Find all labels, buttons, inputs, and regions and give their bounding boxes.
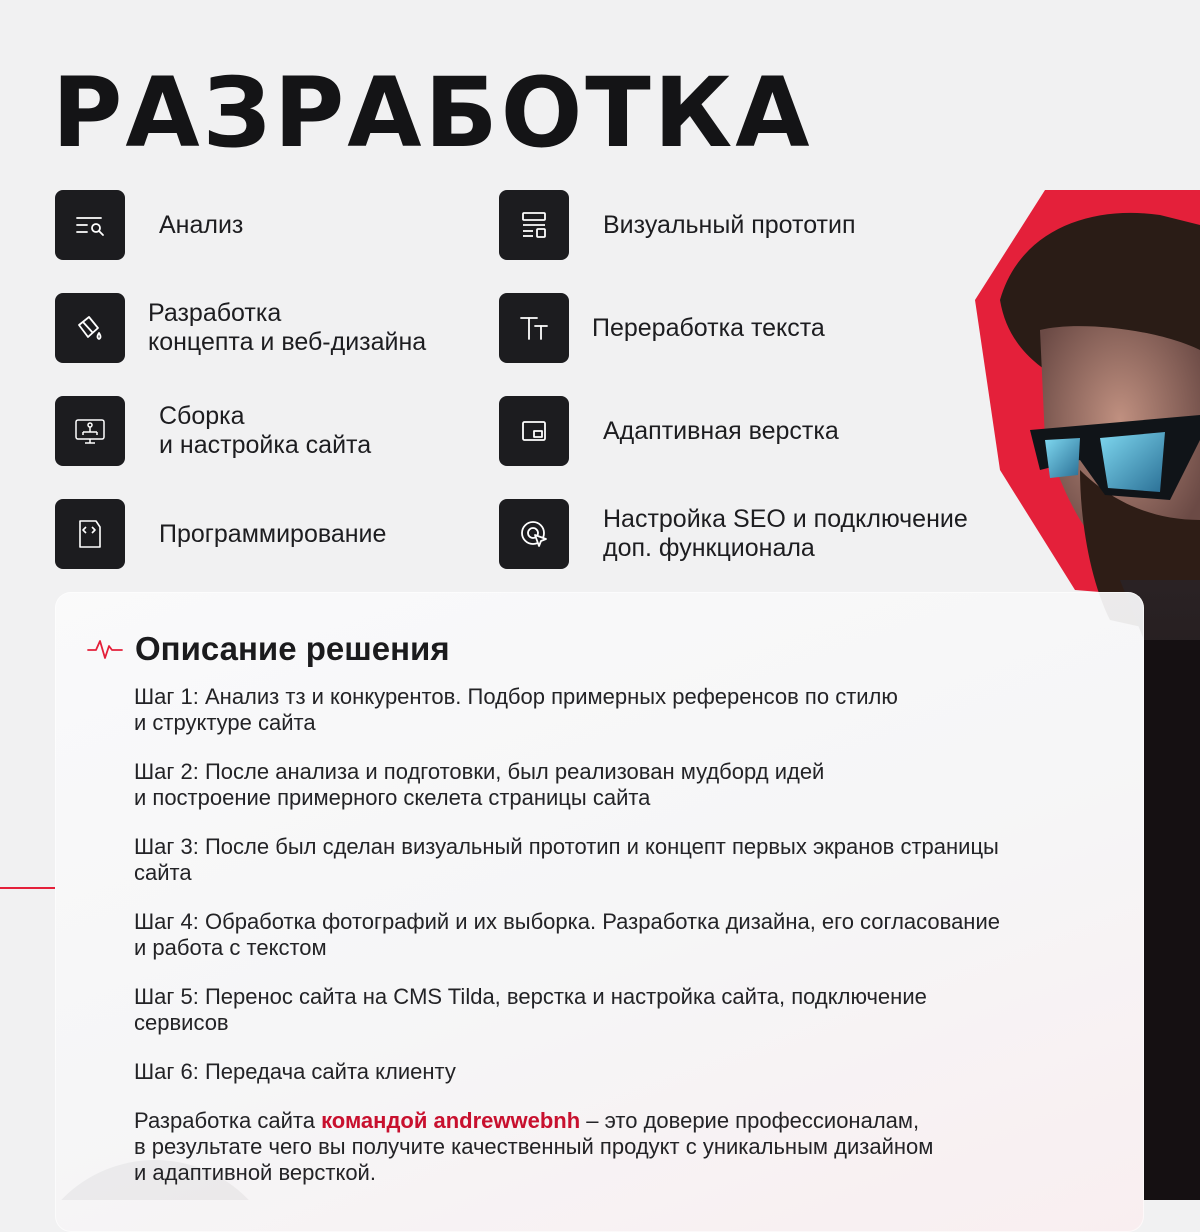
card-title: Описание решения [135, 630, 450, 667]
paint-bucket-icon [55, 293, 125, 363]
code-file-icon [55, 499, 125, 569]
outro-text-end: – это доверие профессионалам, в результате чего вы получите качественный продукт с уникальным дизайном и адаптивной версткой. [134, 1108, 934, 1185]
service-prototype [499, 190, 856, 260]
service-label: Настройка SEO и подключение доп. функционала [603, 505, 968, 562]
accent-divider [0, 887, 55, 889]
service-label: Программирование [159, 519, 387, 548]
team-name: командой andrewwebnh [321, 1108, 581, 1133]
step-item: Шаг 6: Передача сайта клиенту [134, 1059, 456, 1084]
service-label: Разработка концепта и веб-дизайна [148, 299, 427, 356]
service-label: Сборка и настройка сайта [159, 402, 372, 459]
text-size-icon [499, 293, 569, 363]
service-label: Анализ [159, 210, 244, 239]
card-header [87, 630, 450, 668]
service-programming [55, 499, 386, 569]
service-text [499, 293, 825, 363]
target-cursor-icon [499, 499, 569, 569]
description-card [55, 592, 1144, 1232]
pulse-icon [87, 635, 123, 663]
service-concept [55, 293, 426, 363]
outro-text [134, 1108, 1114, 1186]
layout-blocks-icon [499, 190, 569, 260]
page-title: РАЗРАБОТКА [52, 57, 813, 169]
step-item: Шаг 3: После был сделан визуальный прототип и концепт первых экранов страницы сайта [134, 834, 999, 885]
service-label: Переработка текста [592, 313, 825, 342]
responsive-frame-icon [499, 396, 569, 466]
outro-text-start: Разработка сайта [134, 1108, 322, 1133]
step-item: Шаг 5: Перенос сайта на CMS Tilda, верстка и настройка сайта, подключение сервисов [134, 984, 927, 1035]
service-assembly [55, 396, 371, 466]
step-item: Шаг 1: Анализ тз и конкурентов. Подбор примерных референсов по стилю и структуре сайта [134, 684, 898, 735]
service-label: Адаптивная верстка [603, 416, 839, 445]
service-analysis [55, 190, 243, 260]
step-item: Шаг 4: Обработка фотографий и их выборка. Разработка дизайна, его согласование и работа с текстом [134, 909, 1000, 960]
service-adaptive [499, 396, 839, 466]
service-seo [499, 499, 968, 569]
monitor-network-icon [55, 396, 125, 466]
search-list-icon [55, 190, 125, 260]
step-item: Шаг 2: После анализа и подготовки, был реализован мудборд идей и построение примерного скелета страницы сайта [134, 759, 825, 810]
service-label: Визуальный прототип [603, 210, 856, 239]
steps-list [134, 684, 1114, 1208]
